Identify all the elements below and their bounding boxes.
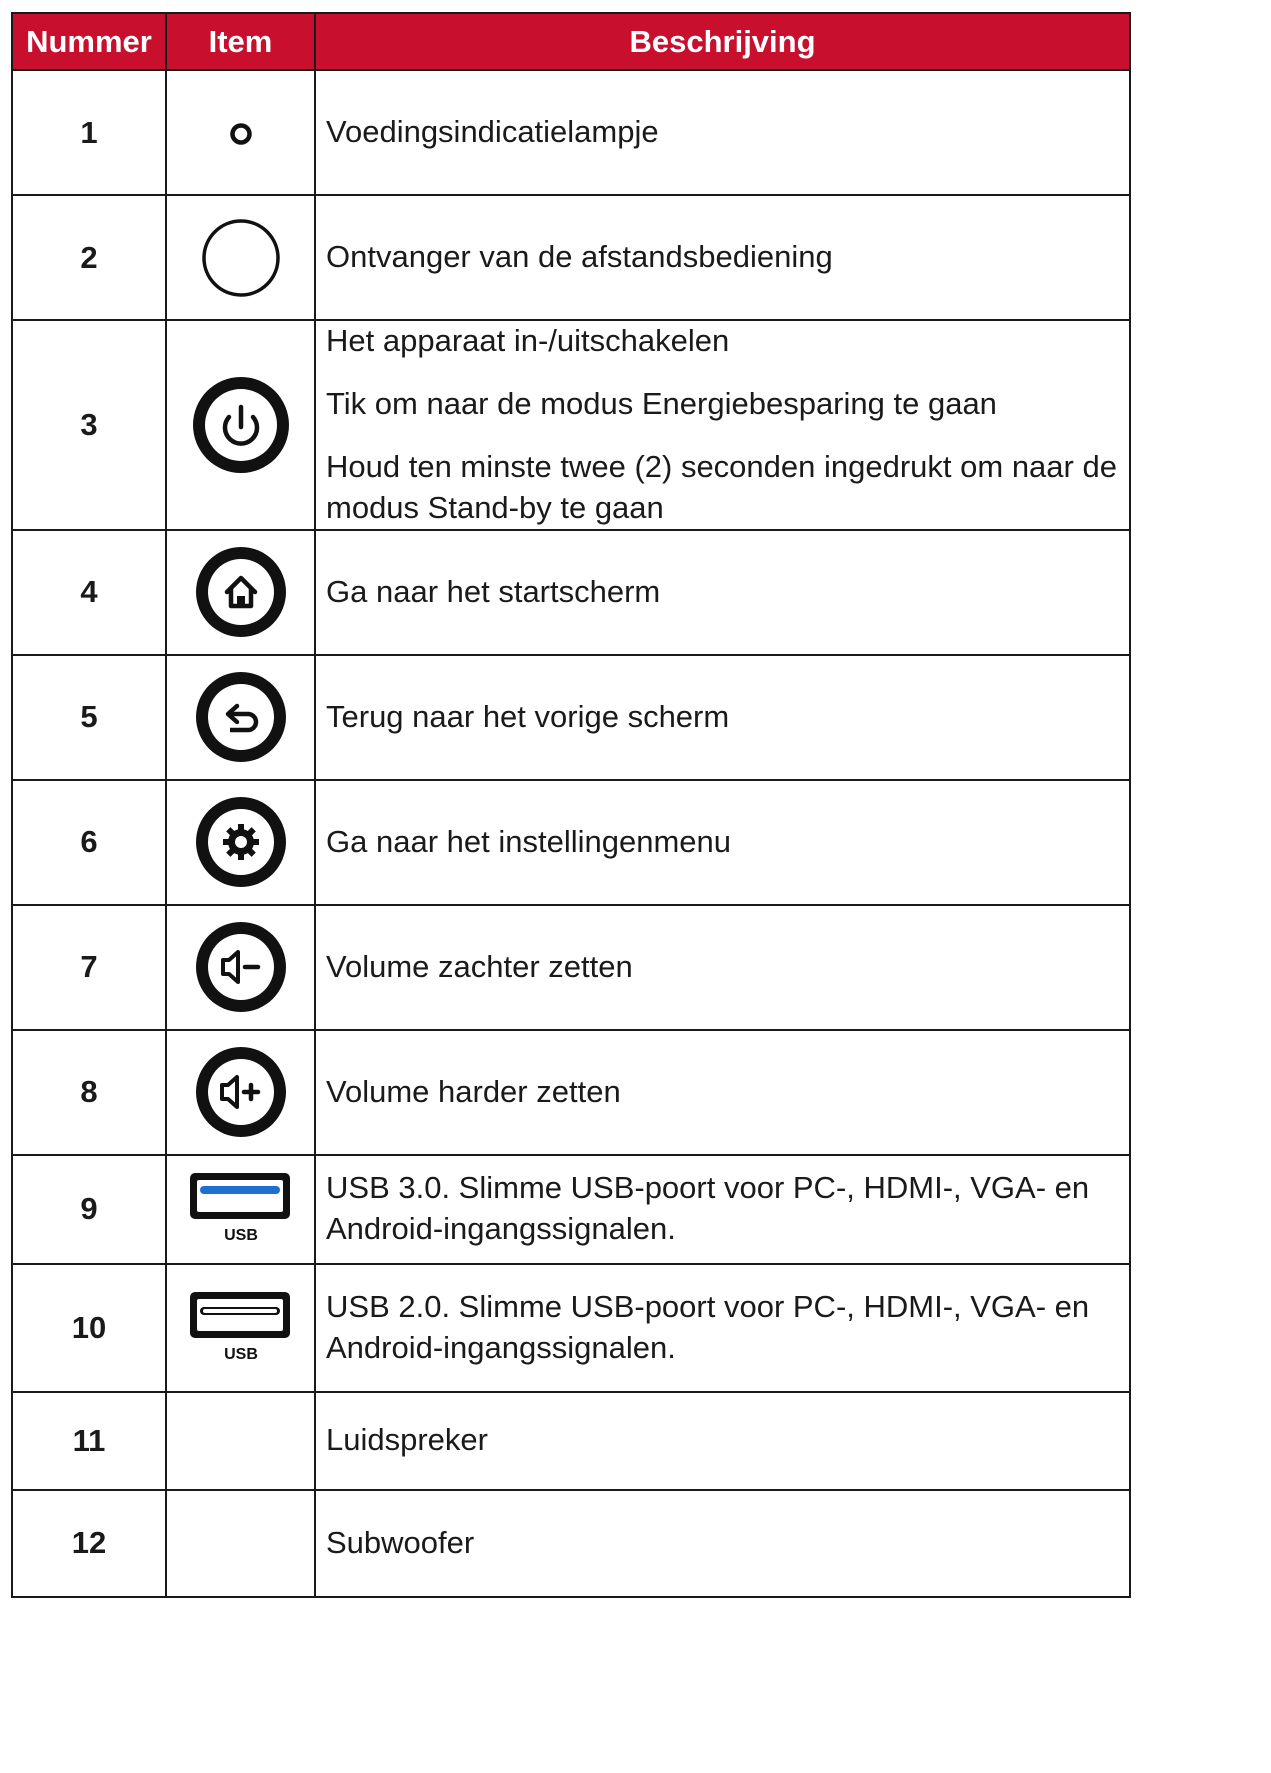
row-number: 7	[12, 905, 166, 1030]
table-row	[12, 195, 1130, 320]
table-row	[12, 70, 1130, 195]
row-item	[166, 1264, 315, 1392]
home-icon	[196, 547, 286, 637]
row-description: Het apparaat in-/uitschakelen Tik om naar de modus Energiebesparing te gaan Houd ten minste twee (2) seconden ingedrukt om naar de modus Stand-by te gaan	[315, 320, 1130, 530]
row-number: 6	[12, 780, 166, 905]
settings-gear-icon	[196, 797, 286, 887]
row-number: 5	[12, 655, 166, 780]
row-description: Ontvanger van de afstandsbediening	[315, 195, 1130, 320]
row-item	[166, 530, 315, 655]
row-number: 10	[12, 1264, 166, 1392]
row-description: Subwoofer	[315, 1490, 1130, 1597]
table-row	[12, 530, 1130, 655]
table-row	[12, 780, 1130, 905]
remote-receiver-icon	[201, 218, 281, 298]
row-number: 1	[12, 70, 166, 195]
back-icon	[196, 672, 286, 762]
row-number: 3	[12, 320, 166, 530]
header-item: Item	[166, 13, 315, 70]
usb-2-port-icon	[186, 1288, 296, 1368]
table-row	[12, 905, 1130, 1030]
row-item	[166, 780, 315, 905]
row-number: 9	[12, 1155, 166, 1264]
row-number: 4	[12, 530, 166, 655]
row-item	[166, 70, 315, 195]
table-row	[12, 655, 1130, 780]
header-number: Nummer	[12, 13, 166, 70]
row-number: 11	[12, 1392, 166, 1490]
svg-text:USB: USB	[223, 1227, 258, 1245]
row-description: USB 2.0. Slimme USB-poort voor PC-, HDMI-, VGA- en Android-ingangssignalen.	[315, 1264, 1130, 1392]
usb-3-port-icon	[186, 1169, 296, 1249]
row-item	[166, 1392, 315, 1490]
table-row	[12, 1155, 1130, 1264]
row-item	[166, 905, 315, 1030]
volume-down-icon	[196, 922, 286, 1012]
row-item	[166, 1155, 315, 1264]
table-row	[12, 1392, 1130, 1490]
row-description: Volume zachter zetten	[315, 905, 1130, 1030]
row-item	[166, 1490, 315, 1597]
row-item	[166, 195, 315, 320]
button-description-table	[11, 12, 1131, 1598]
header-description: Beschrijving	[315, 13, 1130, 70]
row-description: Voedingsindicatielampje	[315, 70, 1130, 195]
table-row	[12, 1490, 1130, 1597]
row-description: Terug naar het vorige scherm	[315, 655, 1130, 780]
row-description: USB 3.0. Slimme USB-poort voor PC-, HDMI-, VGA- en Android-ingangssignalen.	[315, 1155, 1130, 1264]
svg-text:USB: USB	[223, 1345, 258, 1363]
row-description: Volume harder zetten	[315, 1030, 1130, 1155]
table-row	[12, 320, 1130, 530]
row-number: 12	[12, 1490, 166, 1597]
row-item	[166, 655, 315, 780]
table-row	[12, 1264, 1130, 1392]
volume-up-icon	[196, 1047, 286, 1137]
table-header-row	[12, 13, 1130, 70]
row-item	[166, 320, 315, 530]
power-indicator-led-icon	[229, 122, 253, 146]
row-description: Ga naar het startscherm	[315, 530, 1130, 655]
power-icon	[193, 377, 289, 473]
row-item	[166, 1030, 315, 1155]
row-number: 2	[12, 195, 166, 320]
row-description: Luidspreker	[315, 1392, 1130, 1490]
row-number: 8	[12, 1030, 166, 1155]
table-row	[12, 1030, 1130, 1155]
row-description: Ga naar het instellingenmenu	[315, 780, 1130, 905]
